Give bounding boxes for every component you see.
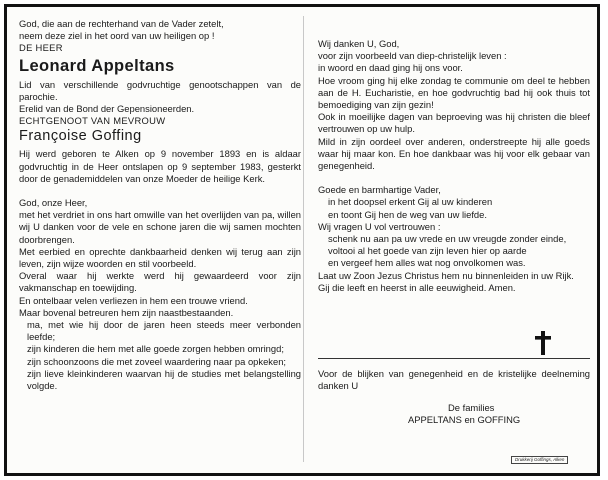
relative-line: zijn kinderen die hem met alle goede zorgen hebben omringd;: [27, 343, 284, 355]
birth-death-text: Hij werd geboren te Alken op 9 november 1893 en is aldaar godvruchtig in de Heer ontslapen op 9 september 1983, gesterkt door de genademiddelen van onze Moeder de heilige Kerk.: [19, 148, 301, 184]
cross-icon: [532, 330, 554, 356]
prayer-line: met het verdriet in ons hart omwille van het overlijden van pa, willen wij U danken voor de vele en schone jaren die wij samen mochten doorbrengen.: [19, 209, 301, 245]
families-names: APPELTANS en GOFFING: [408, 414, 521, 426]
condolence-thanks: Voor de blijken van genegenheid en de kristelijke deelneming danken U: [318, 368, 590, 392]
intro-line-1: God, die aan de rechterhand van de Vader zetelt,: [19, 18, 224, 29]
prayer2-line: voltooi al het goede van zijn leven hier op aarde: [328, 245, 527, 257]
prayer2-line: Wij vragen U vol vertrouwen :: [318, 220, 441, 232]
printer-stamp: Drukkerij Goffings, Alken: [511, 456, 568, 464]
card-fold-line: [303, 16, 304, 462]
left-panel: [19, 18, 301, 392]
thanks-line: Wij danken U, God,: [318, 38, 400, 49]
bio-text: Lid van verschillende godvruchtige genootschappen van de parochie.: [19, 78, 301, 102]
thanks-line: voor zijn voorbeeld van diep-christelijk leven :: [318, 50, 507, 62]
prayer2-line: in het doopsel erkent Gij al uw kinderen: [328, 196, 493, 208]
right-panel: [318, 38, 590, 294]
families-label: De families: [448, 402, 495, 413]
thanks-line: in woord en daad ging hij ons voor.: [318, 62, 463, 74]
thanks-line: Mild in zijn oordeel over anderen, onderstreepte hij alle goeds waar hij maar kon. En hoe dankbaar was hij voor elk gebaar van genegenheid.: [318, 135, 590, 172]
families-block: [408, 402, 520, 426]
erelid-text: Erelid van de Bond der Gepensioneerden.: [19, 103, 195, 115]
prayer2-line: Laat uw Zoon Jezus Christus hem nu binnenleiden in uw Rijk.: [318, 269, 574, 281]
prayer2-line: Goede en barmhartige Vader,: [318, 184, 441, 196]
thanks-line: Hoe vroom ging hij elke zondag te communie om deel te hebben aan de H. Eucharistie, en hoe godvruchtig bad hij ook thuis tot bemoediging van zijn gezin!: [318, 74, 590, 111]
relative-line: ma, met wie hij door de jaren heen steeds meer verbonden leefde;: [27, 319, 301, 343]
relative-line: zijn schoonzoons die met zoveel waardering naar pa opkeken;: [27, 355, 287, 367]
title-heer: DE HEER: [19, 42, 63, 54]
spouse-label: ECHTGENOOT VAN MEVROUW: [19, 115, 166, 127]
prayer-line: God, onze Heer,: [19, 197, 88, 209]
prayer2-line: en vergeef hem alles wat nog onvolkomen was.: [328, 257, 526, 269]
relative-line: zijn lieve kleinkinderen waarvan hij de studies met belangstelling volgde.: [27, 367, 301, 392]
divider-line: [318, 358, 590, 359]
intro-line-2: neem deze ziel in het oord van uw heiligen op !: [19, 30, 215, 42]
prayer2-line: schenk nu aan pa uw vrede en uw vreugde zonder einde,: [328, 233, 567, 245]
prayer-line: En ontelbaar velen verliezen in hem een trouwe vriend.: [19, 294, 248, 306]
prayer-line: Overal waar hij werkte werd hij gewaardeerd voor zijn vakmanschap en toewijding.: [19, 270, 301, 294]
deceased-name: Leonard Appeltans: [19, 56, 175, 75]
spouse-name: Françoise Goffing: [19, 128, 142, 145]
prayer2-line: Gij die leeft en heerst in alle eeuwigheid. Amen.: [318, 281, 516, 293]
prayer-line: Met eerbied en oprechte dankbaarheid denken wij terug aan zijn leven, zijn wijze woorden en stil voorbeeld.: [19, 245, 301, 270]
prayer-line: Maar bovenal betreuren hem zijn naastbestaanden.: [19, 306, 234, 318]
prayer2-line: en toont Gij hen de weg van uw liefde.: [328, 208, 487, 220]
thanks-line: Ook in moeilijke dagen van beproeving was hij christen die bleef vertrouwen op uw hulp.: [318, 111, 590, 135]
